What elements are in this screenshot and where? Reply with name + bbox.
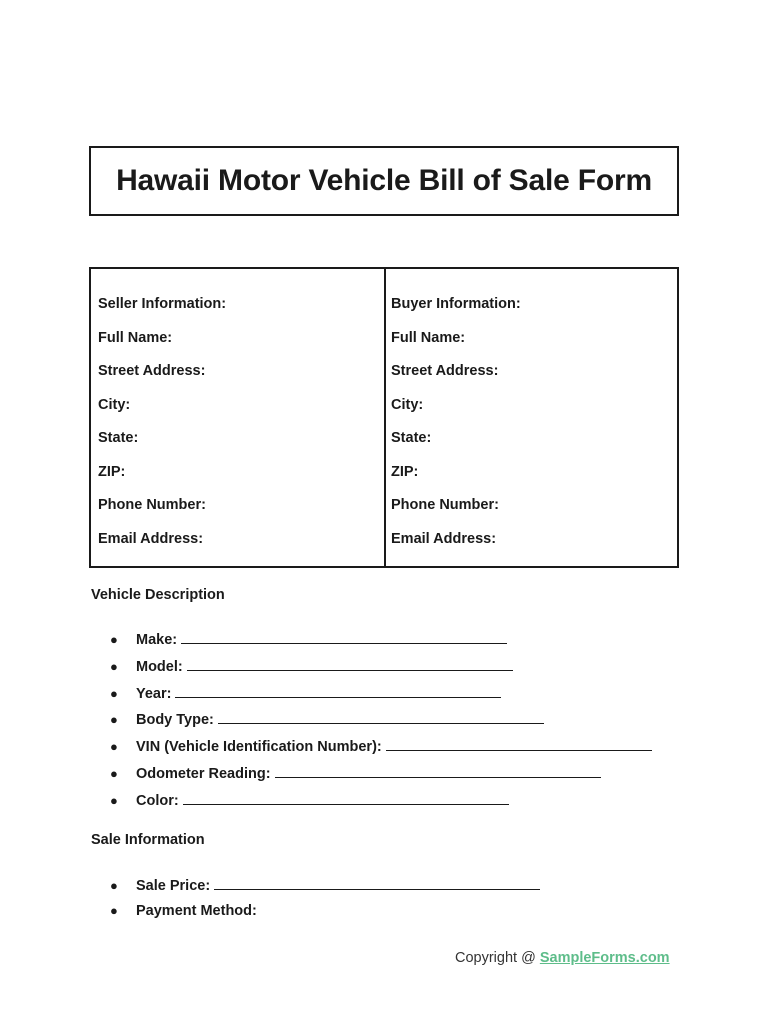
make-blank-line[interactable]	[181, 629, 507, 644]
sale-price-blank-line[interactable]	[214, 875, 540, 890]
buyer-zip-label: ZIP:	[391, 463, 419, 480]
buyer-state-label: State:	[391, 430, 432, 446]
seller-zip-label: ZIP:	[98, 463, 126, 480]
list-item	[110, 629, 652, 656]
bullet-icon: ●	[110, 765, 118, 781]
buyer-city-label: City:	[391, 396, 424, 413]
buyer-column	[384, 269, 677, 566]
odometer-blank-line[interactable]	[275, 763, 601, 778]
model-blank-line[interactable]	[187, 656, 513, 671]
seller-column	[91, 269, 384, 566]
make-label: Make:	[136, 632, 178, 648]
list-item	[110, 736, 652, 763]
seller-heading: Seller Information:	[98, 296, 227, 312]
list-item	[110, 790, 652, 817]
list-item	[110, 763, 652, 790]
color-blank-line[interactable]	[183, 790, 509, 805]
seller-city-label: City:	[98, 396, 131, 413]
buyer-heading: Buyer Information:	[391, 296, 521, 312]
seller-email-label: Email Address:	[98, 530, 204, 547]
bullet-icon: ●	[110, 902, 118, 918]
buyer-full-name-label: Full Name:	[391, 329, 466, 346]
list-item	[110, 683, 652, 710]
seller-street-address-label: Street Address:	[98, 363, 206, 379]
year-label: Year:	[136, 685, 172, 702]
buyer-street-address-label: Street Address:	[391, 363, 499, 379]
title-box	[89, 146, 679, 216]
body-type-blank-line[interactable]	[218, 709, 544, 724]
bullet-icon: ●	[110, 739, 118, 755]
payment-method-label: Payment Method:	[136, 902, 257, 919]
list-item	[110, 656, 652, 683]
body-type-label: Body Type:	[136, 712, 214, 729]
vehicle-description-heading: Vehicle Description	[91, 587, 225, 603]
bullet-icon: ●	[110, 632, 118, 647]
form-title: Hawaii Motor Vehicle Bill of Sale Form	[116, 164, 652, 197]
copyright-footer	[455, 950, 670, 966]
model-label: Model:	[136, 658, 183, 675]
vin-label: VIN (Vehicle Identification Number):	[136, 739, 382, 756]
list-item	[110, 902, 540, 929]
sampleforms-link[interactable]: SampleForms.com	[539, 950, 670, 966]
year-blank-line[interactable]	[175, 683, 501, 698]
vehicle-description-list	[110, 629, 652, 817]
buyer-email-label: Email Address:	[391, 530, 497, 547]
copyright-prefix: Copyright @	[455, 950, 540, 966]
bullet-icon: ●	[110, 878, 118, 893]
bullet-icon: ●	[110, 658, 118, 674]
color-label: Color:	[136, 792, 179, 809]
bullet-icon: ●	[110, 712, 118, 728]
bullet-icon: ●	[110, 792, 118, 808]
bullet-icon: ●	[110, 685, 118, 701]
list-item	[110, 875, 540, 902]
seller-phone-label: Phone Number:	[98, 497, 206, 513]
sale-information-list	[110, 875, 540, 929]
party-info-table	[89, 267, 679, 568]
list-item	[110, 709, 652, 736]
buyer-phone-label: Phone Number:	[391, 497, 499, 513]
sale-information-heading: Sale Information	[91, 832, 205, 848]
seller-full-name-label: Full Name:	[98, 329, 173, 346]
vin-blank-line[interactable]	[386, 736, 652, 751]
seller-state-label: State:	[98, 430, 139, 446]
sale-price-label: Sale Price:	[136, 878, 211, 894]
odometer-label: Odometer Reading:	[136, 765, 271, 782]
